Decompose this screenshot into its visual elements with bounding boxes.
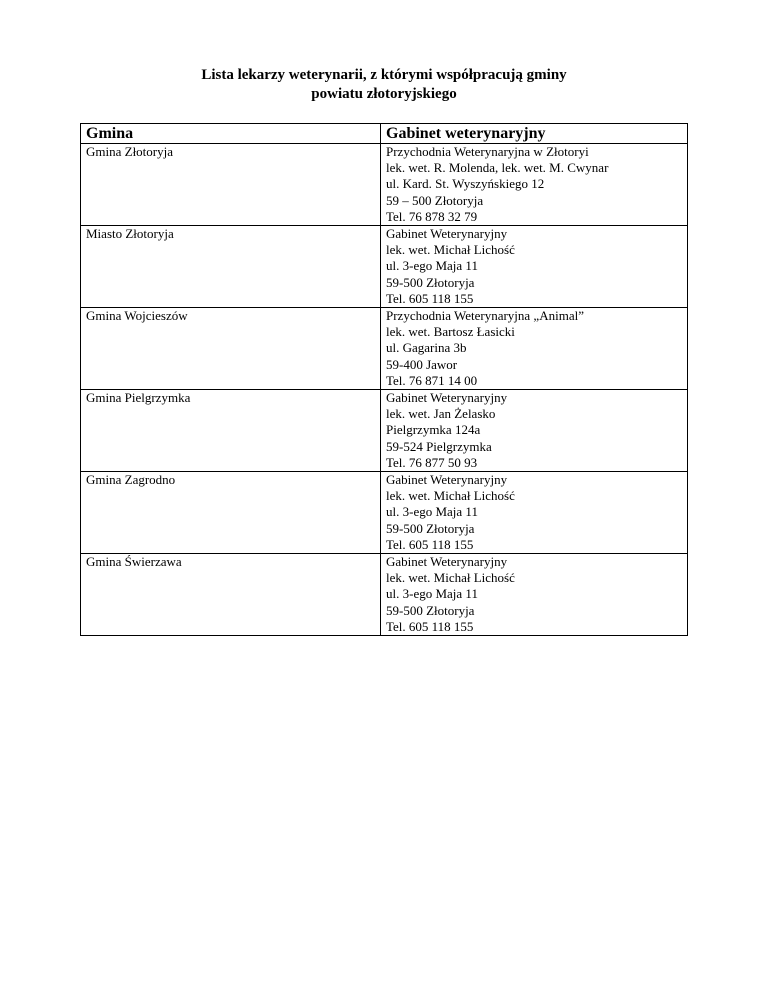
- gmina-cell: [81, 144, 381, 226]
- gabinet-line: lek. wet. Michał Lichość: [386, 570, 515, 586]
- gabinet-line: lek. wet. R. Molenda, lek. wet. M. Cwynar: [386, 160, 609, 176]
- page-title: [0, 66, 768, 104]
- gmina-cell: [81, 308, 381, 390]
- gabinet-cell: [381, 144, 688, 226]
- gabinet-line: ul. 3-ego Maja 11: [386, 504, 478, 520]
- vet-table: [80, 123, 688, 636]
- gabinet-line: Tel. 76 877 50 93: [386, 454, 478, 470]
- gabinet-line: ul. Kard. St. Wyszyńskiego 12: [386, 176, 545, 192]
- gabinet-line: Gabinet Weterynaryjny: [386, 554, 508, 570]
- gabinet-line: 59-500 Złotoryja: [386, 520, 475, 536]
- table-row: [81, 226, 688, 308]
- gabinet-line: Gabinet Weterynaryjny: [386, 472, 508, 488]
- table-row: [81, 390, 688, 472]
- gabinet-line: lek. wet. Michał Lichość: [386, 488, 515, 504]
- column-header-gabinet: Gabinet weterynaryjny: [381, 124, 688, 144]
- gabinet-line: 59-500 Złotoryja: [386, 274, 475, 290]
- gabinet-cell: [381, 390, 688, 472]
- gabinet-line: lek. wet. Bartosz Łasicki: [386, 324, 515, 340]
- gabinet-cell: [381, 554, 688, 636]
- gmina-cell: [81, 226, 381, 308]
- gabinet-line: Gabinet Weterynaryjny: [386, 226, 508, 242]
- gabinet-cell: [381, 472, 688, 554]
- gabinet-cell: [381, 226, 688, 308]
- page-title-line-1: Lista lekarzy weterynarii, z którymi współpracują gminy: [201, 67, 567, 83]
- gabinet-cell: [381, 308, 688, 390]
- table-body: [81, 144, 688, 636]
- gmina-name: Gmina Złotoryja: [86, 144, 174, 159]
- gabinet-line: lek. wet. Michał Lichość: [386, 242, 515, 258]
- gabinet-line: 59-400 Jawor: [386, 356, 458, 372]
- gabinet-line: Tel. 605 118 155: [386, 290, 474, 306]
- gmina-name: Gmina Pielgrzymka: [86, 390, 191, 406]
- gabinet-line: Przychodnia Weterynaryjna „Animal”: [386, 308, 584, 324]
- gmina-name: Gmina Świerzawa: [86, 554, 182, 570]
- gabinet-line: 59-500 Złotoryja: [386, 602, 475, 618]
- gabinet-line: Przychodnia Weterynaryjna w Złotoryi: [386, 144, 589, 159]
- gabinet-line: ul. Gagarina 3b: [386, 340, 467, 356]
- gabinet-line: Tel. 605 118 155: [386, 536, 474, 552]
- gabinet-line: Gabinet Weterynaryjny: [386, 390, 508, 406]
- gabinet-line: Pielgrzymka 124a: [386, 422, 481, 438]
- table-row: [81, 308, 688, 390]
- page-title-line-2: powiatu złotoryjskiego: [311, 86, 457, 102]
- gabinet-line: ul. 3-ego Maja 11: [386, 258, 478, 274]
- table-header-row: [81, 124, 688, 144]
- gabinet-line: Tel. 76 871 14 00: [386, 372, 478, 388]
- column-header-gmina: Gmina: [81, 124, 381, 144]
- gmina-name: Gmina Zagrodno: [86, 472, 176, 488]
- gabinet-line: lek. wet. Jan Żelasko: [386, 406, 496, 422]
- gmina-cell: [81, 390, 381, 472]
- gmina-name: Gmina Wojcieszów: [86, 308, 188, 324]
- gabinet-line: 59 – 500 Złotoryja: [386, 192, 484, 208]
- table-row: [81, 144, 688, 226]
- table-row: [81, 472, 688, 554]
- gabinet-line: Tel. 76 878 32 79: [386, 208, 478, 224]
- gabinet-line: ul. 3-ego Maja 11: [386, 586, 478, 602]
- gabinet-line: Tel. 605 118 155: [386, 618, 474, 634]
- gmina-cell: [81, 554, 381, 636]
- gmina-name: Miasto Złotoryja: [86, 226, 174, 242]
- gmina-cell: [81, 472, 381, 554]
- table-row: [81, 554, 688, 636]
- gabinet-line: 59-524 Pielgrzymka: [386, 438, 492, 454]
